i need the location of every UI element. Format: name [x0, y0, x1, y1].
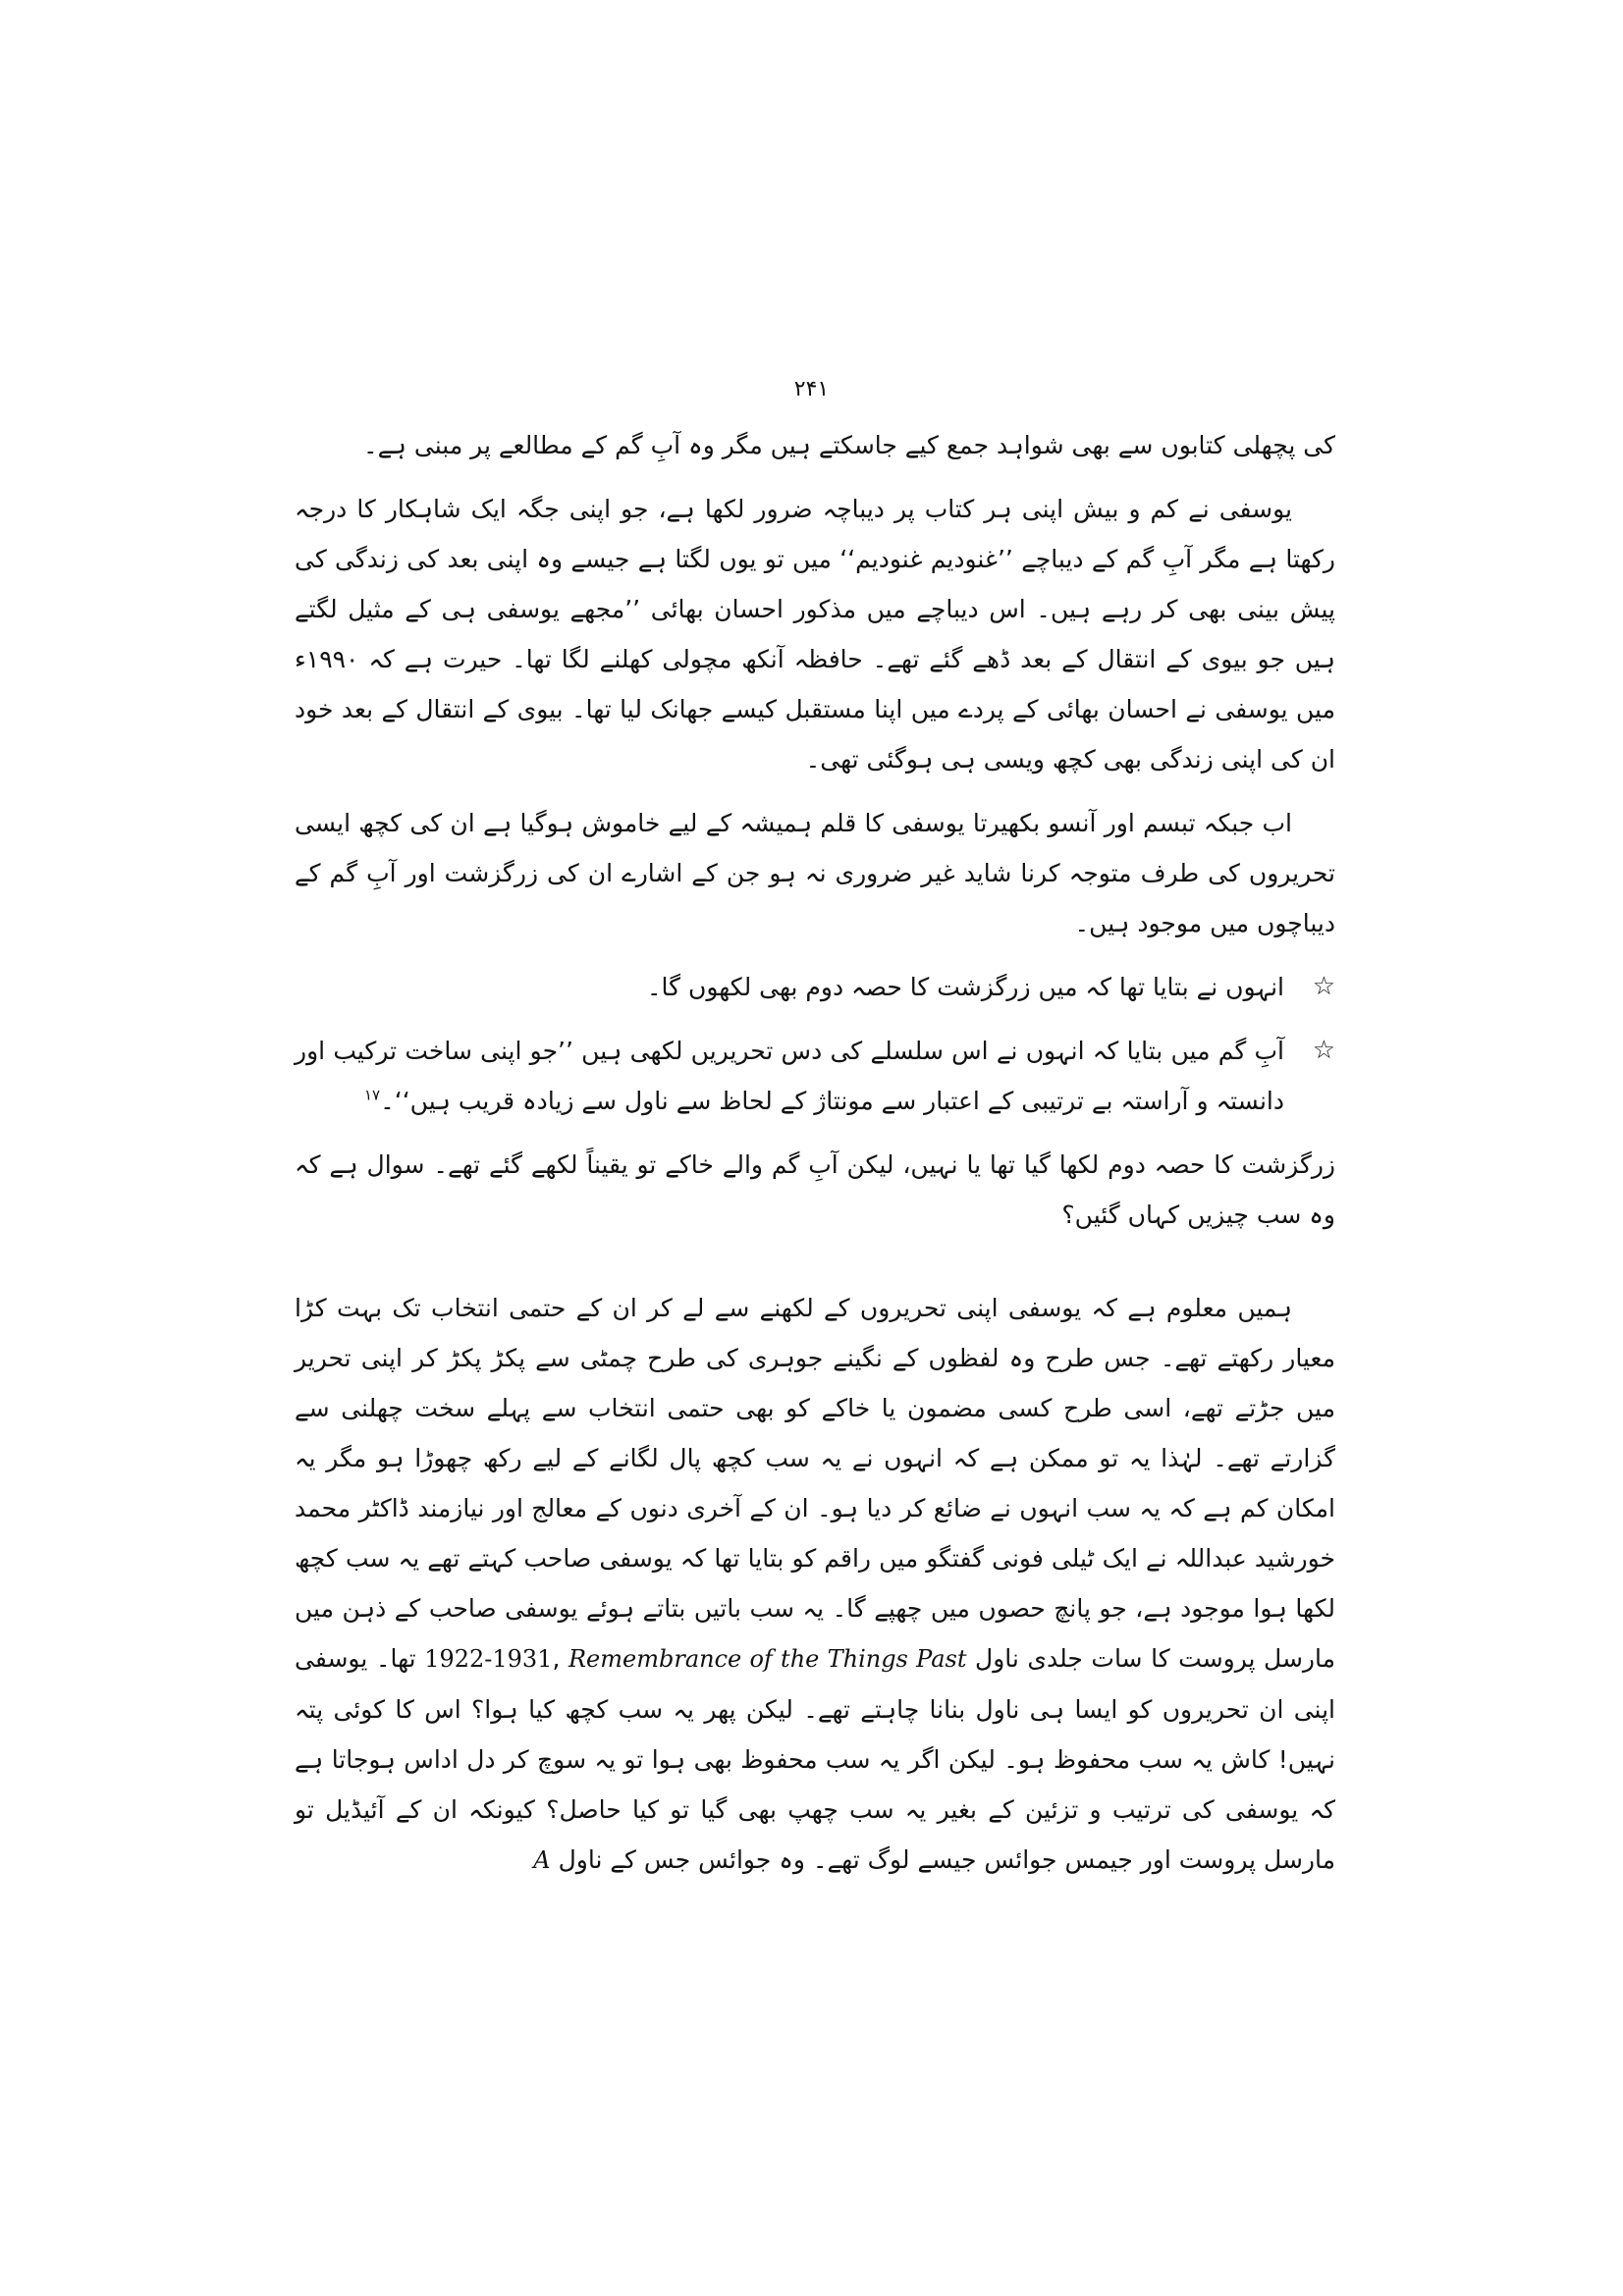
star-bullet-icon: ☆ — [1312, 1036, 1335, 1065]
paragraph-6-trailing-latin: A — [533, 1846, 551, 1874]
paragraph-6-text-2: تھا۔ یوسفی اپنی ان تحریروں کو ایسا ہی ناول بنانا چاہتے تھے۔ لیکن پھر یہ سب کچھ کیا ہوا؟ اس کا کوئی پتہ نہیں! کاش یہ سب محفوظ ہو۔ لیکن اگر یہ سب محفوظ بھی ہوا تو یہ سوچ کر دل اداس ہوجاتا ہے کہ یوسفی کی ترتیب و تزئین کے بغیر یہ سب چھپ بھی گیا تو کیا حاصل؟ کیونکہ ان کے آئیڈیل تو مارسل پروست اور جیمس جوائس جیسے لوگ تھے۔ وہ جوائس جس کے ناول — [295, 1644, 1335, 1874]
bullet-text-2: آبِ گم میں بتایا کہ انہوں نے اس سلسلے کی دس تحریریں لکھی ہیں ’’جو اپنی ساخت ترکیب اور دانستہ و آراستہ بے ترتیبی کے اعتبار سے مونتاژ کے لحاظ سے ناول سے زیادہ قریب ہیں‘‘۔ — [295, 1037, 1284, 1115]
paragraph-1: یوسفی نے کم و بیش اپنی ہر کتاب پر دیباچہ ضرور لکھا ہے، جو اپنی جگہ ایک شاہکار کا درجہ رکھتا ہے مگر آبِ گم کے دیباچے ’’غنودیم غنودیم‘‘ میں تو یوں لگتا ہے جیسے وہ اپنی بعد کی زندگی کی پیش بینی بھی کر رہے ہیں۔ اس دیباچے میں مذکور احسان بھائی ’’مجھے یوسفی ہی کے مثیل لگتے ہیں جو بیوی کے انتقال کے بعد ڈھے گئے تھے۔ حافظہ آنکھ مچولی کھلنے لگا تھا۔ حیرت ہے کہ ۱۹۹۰ء میں یوسفی نے احسان بھائی کے پردے میں اپنا مستقبل کیسے جھانک لیا تھا۔ بیوی کے انتقال کے بعد خود ان کی اپنی زندگی بھی کچھ ویسی ہی ہوگئی تھی۔ — [295, 495, 1335, 774]
page-body — [295, 420, 1335, 1886]
star-bullet-icon: ☆ — [1312, 972, 1335, 1001]
bullet-item-2 — [295, 1026, 1335, 1126]
novel-title: Remembrance of the Things Past — [568, 1645, 967, 1673]
novel-years: 1922-1931 — [424, 1645, 553, 1673]
paragraph-6-text-1: ہمیں معلوم ہے کہ یوسفی اپنی تحریروں کے لکھنے سے لے کر ان کے حتمی انتخاب تک بہت کڑا معیار رکھتے تھے۔ جس طرح وہ لفظوں کے نگینے جوہری کی طرح چمٹی سے پکڑ پکڑ کر اپنی تحریر میں جڑتے تھے، اسی طرح کسی مضمون یا خاکے کو بھی حتمی انتخاب سے پہلے سخت چھلنی سے گزارتے تھے۔ لہٰذا یہ تو ممکن ہے کہ انہوں نے یہ سب کچھ پال لگانے کے لیے رکھ چھوڑا ہو مگر یہ امکان کم ہے کہ یہ سب انہوں نے ضائع کر دیا ہو۔ ان کے آخری دنوں کے معالج اور نیازمند ڈاکٹر محمد خورشید عبداللہ نے ایک ٹیلی فونی گفتگو میں راقم کو بتایا تھا کہ یوسفی صاحب کہتے تھے یہ سب کچھ لکھا ہوا موجود ہے، جو پانچ حصوں میں چھپے گا۔ یہ سب باتیں بتاتے ہوئے یوسفی صاحب کے ذہن میں مارسل پروست کا سات جلدی ناول — [295, 1294, 1336, 1673]
bullet-text-1: انہوں نے بتایا تھا کہ میں زرگزشت کا حصہ دوم بھی لکھوں گا۔ — [646, 973, 1284, 1001]
paragraph-2: اب جبکہ تبسم اور آنسو بکھیرتا یوسفی کا قلم ہمیشہ کے لیے خاموش ہوگیا ہے ان کی کچھ ایسی تحریروں کی طرف متوجہ کرنا شاید غیر ضروری نہ ہو جن کے اشارے ان کی زرگزشت اور آبِ گم کے دیباچوں میں موجود ہیں۔ — [295, 809, 1335, 937]
paragraph-6: ہمیں معلوم ہے کہ یوسفی اپنی تحریروں کے لکھنے سے لے کر ان کے حتمی انتخاب تک بہت کڑا معیار رکھتے تھے۔ جس طرح وہ لفظوں کے نگینے جوہری کی طرح چمٹی سے پکڑ پکڑ کر اپنی تحریر میں جڑتے تھے، اسی طرح کسی مضمون یا خاکے کو بھی حتمی انتخاب سے پہلے سخت چھلنی سے گزارتے تھے۔ لہٰذا یہ تو ممکن ہے کہ انہوں نے یہ سب کچھ پال لگانے کے لیے رکھ چھوڑا ہو مگر یہ امکان کم ہے کہ یہ سب انہوں نے ضائع کر دیا ہو۔ ان کے آخری دنوں کے معالج اور نیازمند ڈاکٹر محمد خورشید عبداللہ نے ایک ٹیلی فونی گفتگو میں راقم کو بتایا تھا کہ یوسفی صاحب کہتے تھے یہ سب کچھ لکھا ہوا موجود ہے، جو پانچ حصوں میں چھپے گا۔ یہ سب باتیں بتاتے ہوئے یوسفی صاحب کے ذہن میں مارسل پروست کا سات جلدی ناول 1922-1931, Remembrance of the Things Past تھا۔ یوسفی اپنی ان تحریروں کو ایسا ہی ناول بنانا چاہتے تھے۔ لیکن پھر یہ سب کچھ کیا ہوا؟ اس کا کوئی پتہ نہیں! کاش یہ سب محفوظ ہو۔ لیکن اگر یہ سب محفوظ بھی ہوا تو یہ سوچ کر دل اداس ہوجاتا ہے کہ یوسفی کی ترتیب و تزئین کے بغیر یہ سب چھپ بھی گیا تو کیا حاصل؟ کیونکہ ان کے آئیڈیل تو مارسل پروست اور جیمس جوائس جیسے لوگ تھے۔ وہ جوائس جس کے ناول A — [295, 1294, 1336, 1874]
paragraph-5: زرگزشت کا حصہ دوم لکھا گیا تھا یا نہیں، لیکن آبِ گم والے خاکے تو یقیناً لکھے گئے تھے۔ سوال ہے کہ وہ سب چیزیں کہاں گئیں؟ — [295, 1150, 1335, 1229]
page-number: ۲۴۱ — [793, 377, 830, 401]
footnote-marker: ۱۷ — [364, 1086, 381, 1104]
paragraph-0: کی پچھلی کتابوں سے بھی شواہد جمع کیے جاسکتے ہیں مگر وہ آبِ گم کے مطالعے پر مبنی ہے۔ — [363, 431, 1335, 459]
bullet-item-1 — [295, 962, 1335, 1012]
